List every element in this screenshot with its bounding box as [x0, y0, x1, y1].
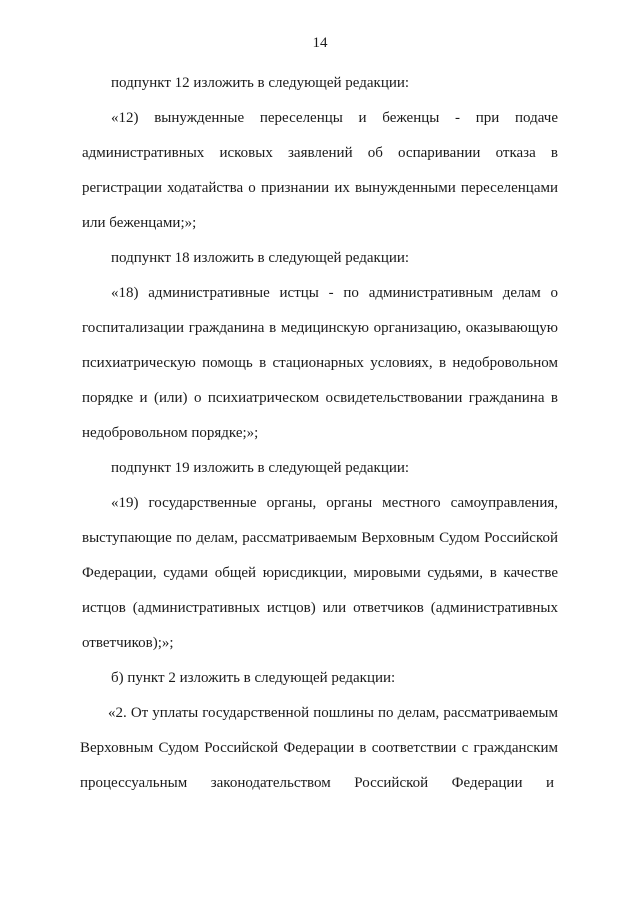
paragraph-line: порядке и (или) о психиатрическом освидетельствовании гражданина в: [82, 390, 558, 406]
paragraph-line: подпункт 19 изложить в следующей редакции:: [111, 460, 410, 476]
paragraph-line: недобровольном порядке;»;: [82, 425, 259, 441]
paragraph-line: Верховным Судом Российской Федерации в соответствии с гражданским: [80, 740, 558, 756]
paragraph-line: подпункт 12 изложить в следующей редакции:: [111, 75, 410, 91]
paragraph-line: подпункт 18 изложить в следующей редакции:: [111, 250, 410, 266]
paragraph-line: процессуальным законодательством Российской Федерации и: [80, 775, 554, 791]
paragraph-line: выступающие по делам, рассматриваемым Верховным Судом Российской: [82, 530, 558, 546]
paragraph-line: административных исковых заявлений об оспаривании отказа в: [82, 145, 558, 161]
page-number: 14: [312, 35, 328, 51]
paragraph-line: «12) вынужденные переселенцы и беженцы - при подаче: [111, 110, 558, 126]
paragraph-line: «19) государственные органы, органы местного самоуправления,: [111, 495, 558, 511]
paragraph-line: регистрации ходатайства о признании их вынужденными переселенцами: [82, 180, 558, 196]
paragraph-line: Федерации, судами общей юрисдикции, мировыми судьями, в качестве: [82, 565, 558, 581]
paragraph-line: «18) административные истцы - по административным делам о: [111, 285, 558, 301]
paragraph-line: или беженцами;»;: [82, 215, 197, 231]
paragraph-line: госпитализации гражданина в медицинскую организацию, оказывающую: [82, 320, 558, 336]
paragraph-line: ответчиков);»;: [82, 635, 174, 651]
paragraph-line: б) пункт 2 изложить в следующей редакции:: [111, 670, 396, 686]
paragraph-line: психиатрическую помощь в стационарных условиях, в недобровольном: [82, 355, 558, 371]
paragraph-line: истцов (административных истцов) или ответчиков (административных: [82, 600, 558, 616]
paragraph-line: «2. От уплаты государственной пошлины по делам, рассматриваемым: [108, 705, 558, 721]
